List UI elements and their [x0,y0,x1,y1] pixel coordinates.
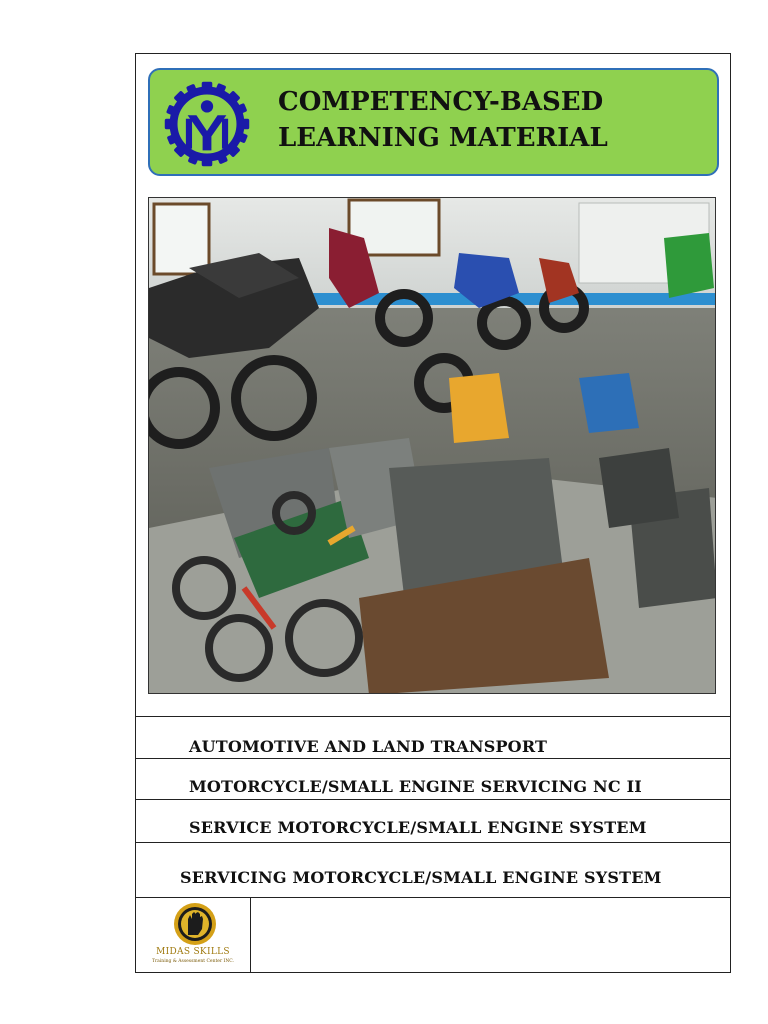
divider [135,758,731,759]
unit-of-competency-title: SERVICE MOTORCYCLE/SMALL ENGINE SYSTEM [189,818,647,837]
qualification-title: MOTORCYCLE/SMALL ENGINE SERVICING NC II [189,777,642,796]
midas-skills-logo [143,901,243,969]
page-title [278,84,708,156]
divider [135,842,731,843]
title-line-2: LEARNING MATERIAL [278,123,608,153]
header-banner [148,68,719,176]
divider [135,799,731,800]
sector-title: AUTOMOTIVE AND LAND TRANSPORT [189,737,548,756]
footer-column-divider [250,897,251,973]
motorcycle-workshop-photo [148,197,716,694]
module-title: SERVICING MOTORCYCLE/SMALL ENGINE SYSTEM [180,868,662,887]
divider [135,716,731,717]
midas-skills-logo-icon [143,901,243,947]
midas-logo-name: MIDAS SKILLS [156,947,230,957]
tesda-gear-logo-icon [163,80,251,168]
workshop-photo-icon [149,198,716,694]
title-line-1: COMPETENCY-BASED [278,87,604,117]
midas-logo-subtitle: Training & Assessment Center INC. [152,959,234,964]
divider [135,897,731,898]
